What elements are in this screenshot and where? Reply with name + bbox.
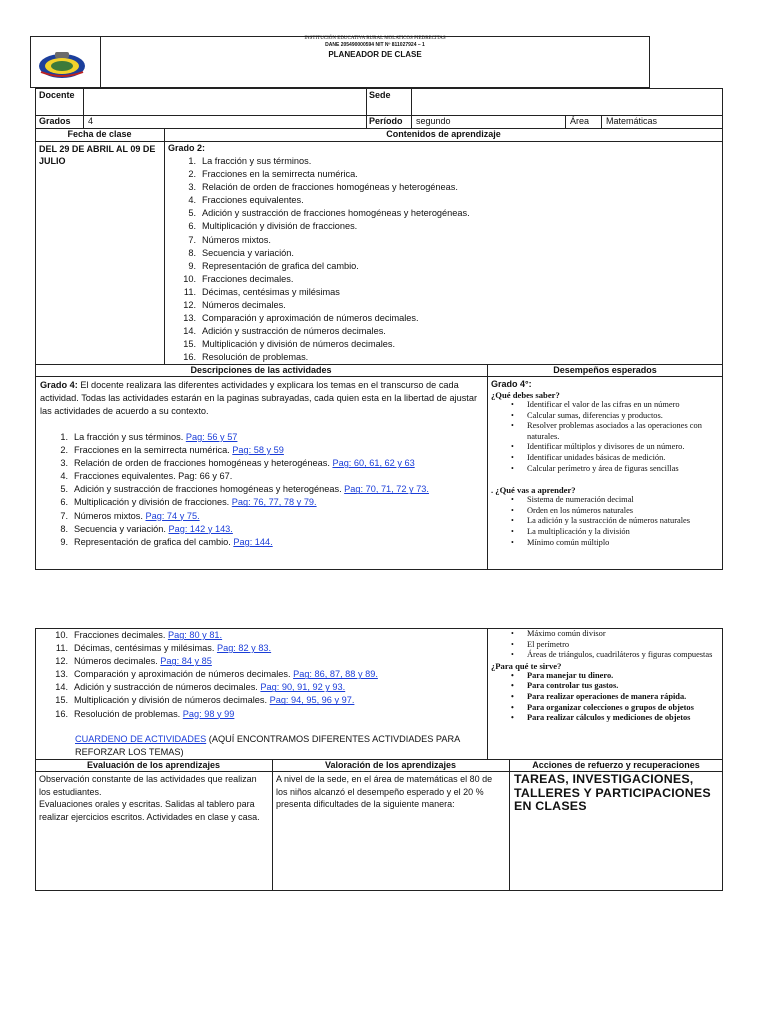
evaluacion-header: Evaluación de los aprendizajes [86, 760, 221, 770]
item-text: Representación de grafica del cambio. [74, 536, 234, 547]
item-text: Resolución de problemas. [74, 708, 183, 719]
item-number: 10. [183, 273, 196, 284]
school-logo [37, 50, 87, 80]
evaluacion-text: Observación constante de las actividades que realizan los estudiantes. Evaluaciones orales y escritas. Salidas al tablero para realizar ejercicios escritos. Actividades en clase y casa. [39, 774, 260, 822]
activity-item [40, 655, 485, 668]
acciones-header: Acciones de refuerzo y recuperaciones [532, 760, 700, 770]
area-value[interactable]: Matemáticas [606, 116, 658, 126]
item-text: Fracciones en la semirrecta numérica. [202, 169, 358, 180]
contenido-item [168, 273, 668, 286]
item-text: Fracciones decimales. [202, 273, 294, 284]
col-line [164, 128, 165, 364]
valoracion-text: A nivel de la sede, en el área de matemáticas el 80 de los niños alcanzó el desempeño esperado y el 20 % presenta dificultades de la siguiente manera: [276, 774, 493, 810]
page-link[interactable]: Pag: 86, 87, 88 y 89. [293, 669, 378, 680]
saber-item: • Resolver problemas asociados a las operaciones con naturales. [491, 421, 719, 442]
sirve-item: • Para organizar colecciones o grupos de objetos [491, 703, 719, 714]
saber-heading: ¿Qué debes saber? [491, 390, 560, 400]
desempenos-page2 [491, 629, 719, 724]
item-number: 12. [55, 656, 68, 667]
activity-item [40, 629, 485, 642]
item-number: 2. [188, 169, 196, 180]
page-link[interactable]: Pag: 60, 61, 62 y 63 [332, 458, 415, 469]
col-line [272, 759, 273, 891]
docente-value[interactable] [86, 90, 362, 112]
page-title: PLANEADOR DE CLASE [328, 50, 422, 59]
page-link[interactable]: Pag: 76, 77, 78 y 79. [231, 497, 317, 508]
actividades-intro [40, 379, 482, 418]
desemp-grado: Grado 4°: [491, 379, 532, 389]
item-text: Relación de orden de fracciones homogéneas y heterogéneas. [202, 182, 458, 193]
item-number: 9. [188, 260, 196, 271]
periodo-label: Período [369, 116, 403, 126]
saber-item: • Calcular perímetro y área de figuras sencillas [491, 464, 719, 475]
desempenos-header: Desempeños esperados [553, 365, 657, 375]
sirve-item: • Para realizar cálculos y mediciones de objetos [491, 713, 719, 724]
item-number: 7. [60, 510, 68, 521]
contenidos-list [168, 155, 668, 365]
periodo-value[interactable]: segundo [416, 116, 451, 126]
contenido-item [168, 181, 668, 194]
item-text: Adición y sustracción de números decimales. [202, 326, 386, 337]
item-text: Multiplicación y división de fracciones. [202, 221, 358, 232]
contenido-item [168, 234, 668, 247]
item-number: 9. [60, 536, 68, 547]
area-label: Área [570, 116, 590, 126]
item-number: 3. [60, 458, 68, 469]
page-link[interactable]: Pag: 82 y 83. [216, 643, 272, 654]
item-text: Multiplicación y división de números decimales. [202, 339, 396, 350]
contenido-item [168, 220, 668, 233]
page-link[interactable]: Pag: 80 y 81. [167, 630, 223, 640]
activity-item [40, 708, 485, 721]
row-line [35, 141, 723, 142]
contenido-item [168, 194, 668, 207]
col-line [601, 115, 602, 128]
row-line [35, 376, 723, 377]
aprender-item: • Sistema de numeración decimal [491, 495, 719, 506]
item-text: Relación de orden de fracciones homogéneas y heterogéneas. [74, 458, 333, 469]
contenido-item [168, 312, 668, 325]
aprender-list [491, 495, 719, 548]
sirve-heading: ¿Para qué te sirve? [491, 660, 562, 671]
col-line [366, 88, 367, 128]
cuaderno-text: (AQUÍ ENCONTRAMOS DIFERENTES ACTIVDIADES PARA REFORZAR LOS TEMAS) [75, 734, 460, 757]
activity-item [40, 431, 485, 444]
page-link[interactable]: Pag: 90, 91, 92 y 93. [260, 682, 346, 693]
aprender-item: • Áreas de triángulos, cuadriláteros y figuras compuestas [491, 650, 719, 661]
activity-item [40, 536, 485, 549]
col-line [411, 88, 412, 128]
item-number: 14. [55, 682, 68, 693]
valoracion-header: Valoración de los aprendizajes [324, 760, 457, 770]
intro-text: El docente realizara las diferentes actividades y explicara los temas en el transcurso de cada actividad. Todas las actividades estarán en la paginas subrayadas, cada quien esta en la libertad de ajustar las actividades de acuerdo a su contexto. [40, 380, 478, 416]
page-link[interactable]: Pag: 70, 71, 72 y 73. [344, 484, 429, 495]
col-line [509, 759, 510, 891]
item-number: 4. [188, 195, 196, 206]
item-number: 16. [55, 708, 68, 719]
aprender-item: • La multiplicación y la división [491, 527, 719, 538]
item-number: 1. [60, 432, 68, 442]
item-text: Números decimales. [74, 656, 161, 667]
activity-item [40, 510, 485, 523]
saber-item: • Identificar múltiplos y divisores de un número. [491, 442, 719, 453]
page-link[interactable]: Pag: 94, 95, 96 y 97. [269, 695, 355, 706]
item-text: Secuencia y variación. [202, 247, 294, 258]
item-text: La fracción y sus términos. [202, 156, 312, 166]
col-line [487, 628, 488, 759]
activities-list-page2 [40, 629, 485, 721]
institution-name: INSTITUCIÓN EDUCATIVA RURAL MOLATICOS PIEDRECITAS [304, 36, 446, 41]
page-link[interactable]: Pag: 84 y 85 [160, 656, 212, 667]
contenido-item [168, 351, 668, 364]
activity-item [40, 681, 485, 694]
aprender-item: • Máximo común divisor [491, 629, 719, 640]
activity-item [40, 694, 485, 707]
saber-item: • Identificar unidades básicas de medición. [491, 453, 719, 464]
aprender-item: • El perímetro [491, 640, 719, 651]
item-text: Secuencia y variación. [74, 523, 169, 534]
sirve-item: • Para manejar tu dinero. [491, 671, 719, 682]
item-number: 5. [60, 484, 68, 495]
item-text: Fracciones equivalentes. [202, 195, 304, 206]
saber-item: • Identificar el valor de las cifras en un número [491, 400, 719, 411]
sirve-item: • Para realizar operaciones de manera rápida. [491, 692, 719, 703]
aprender-heading: . ¿Qué vas a aprender? [491, 485, 576, 496]
item-text: Números decimales. [202, 300, 286, 311]
page-link[interactable]: Pag: 74 y 75. [145, 510, 200, 521]
col-line [83, 88, 84, 128]
contenido-item [168, 155, 668, 168]
item-number: 6. [60, 497, 68, 508]
item-number: 1. [188, 156, 196, 166]
sirve-list [491, 671, 719, 724]
item-number: 14. [183, 326, 196, 337]
item-number: 3. [188, 182, 196, 193]
docente-label: Docente [39, 90, 75, 100]
item-text: Resolución de problemas. [202, 352, 309, 363]
item-number: 6. [188, 221, 196, 232]
item-text: Décimas, centésimas y milésimas. [74, 643, 217, 654]
item-number: 8. [60, 523, 68, 534]
fecha-header: Fecha de clase [67, 129, 132, 139]
item-number: 5. [188, 208, 196, 219]
page-link[interactable]: Pag: 98 y 99 [182, 708, 235, 719]
page-link[interactable]: Pag: 144. [233, 536, 273, 547]
contenido-item [168, 299, 668, 312]
item-text: Fracciones equivalentes. Pag: 66 y 67. [74, 471, 233, 482]
item-text: Números mixtos. [202, 234, 271, 245]
item-number: 7. [188, 234, 196, 245]
sede-value[interactable] [414, 90, 719, 112]
desempenos-page1 [491, 379, 719, 548]
item-text: La fracción y sus términos. [74, 432, 186, 442]
activity-item [40, 457, 485, 470]
acciones-text: TAREAS, INVESTIGACIONES, TALLERES Y PARTICIPACIONES EN CLASES [514, 772, 711, 813]
activity-item [40, 668, 485, 681]
contenido-item [168, 207, 668, 220]
page-link[interactable]: Pag: 58 y 59 [232, 445, 284, 456]
item-number: 4. [60, 471, 68, 482]
saber-list [491, 400, 719, 474]
item-text: Fracciones en la semirrecta numérica. [74, 445, 233, 456]
cuaderno-note [75, 733, 475, 759]
activity-item [40, 496, 485, 509]
aprender-item: • Mínimo común múltiplo [491, 538, 719, 549]
contenido-item [168, 247, 668, 260]
item-number: 13. [55, 669, 68, 680]
cuaderno-link[interactable]: CUARDENO DE ACTIVIDADES [75, 734, 207, 744]
contenido-item [168, 338, 668, 351]
fecha-value: DEL 29 DE ABRIL AL 09 DE JULIO [39, 144, 156, 166]
sede-label: Sede [369, 90, 391, 100]
intro-grado: Grado 4: [40, 380, 78, 390]
item-number: 16. [183, 352, 196, 363]
aprender-item: • Orden en los números naturales [491, 506, 719, 517]
activity-item [40, 642, 485, 655]
item-text: Comparación y aproximación de números decimales. [74, 669, 294, 680]
page-link[interactable]: Pag: 142 y 143. [168, 523, 233, 534]
actividades-header: Descripciones de las actividades [190, 365, 332, 375]
item-text: Adición y sustracción de fracciones homogéneas y heterogéneas. [74, 484, 345, 495]
item-number: 11. [183, 286, 196, 297]
item-text: Fracciones decimales. [74, 630, 168, 640]
grado2-label: Grado 2: [168, 143, 206, 153]
contenido-item [168, 168, 668, 181]
item-number: 10. [55, 630, 68, 640]
activities-list-page1 [40, 431, 485, 549]
sirve-item: • Para controlar tus gastos. [491, 681, 719, 692]
item-number: 13. [183, 313, 196, 324]
item-number: 15. [183, 339, 196, 350]
col-line [487, 364, 488, 570]
item-text: Décimas, centésimas y milésimas [202, 286, 340, 297]
item-text: Adición y sustracción de fracciones homogéneas y heterogéneas. [202, 208, 470, 219]
contenido-item [168, 325, 668, 338]
item-text: Representación de grafica del cambio. [202, 260, 359, 271]
contenidos-header: Contenidos de aprendizaje [386, 129, 501, 139]
item-number: 12. [183, 300, 196, 311]
activity-item [40, 523, 485, 536]
saber-item: • Calcular sumas, diferencias y productos. [491, 411, 719, 422]
page-link[interactable]: Pag: 56 y 57 [185, 432, 238, 442]
item-number: 15. [55, 695, 68, 706]
activity-item [40, 483, 485, 496]
item-text: Adición y sustracción de números decimales. [74, 682, 261, 693]
contenido-item [168, 286, 668, 299]
aprender-list-continued [491, 629, 719, 661]
item-text: Números mixtos. [74, 510, 146, 521]
activity-item [40, 470, 485, 483]
item-number: 2. [60, 445, 68, 456]
contenido-item [168, 260, 668, 273]
dane-code: DANE 205490000594 NIT Nº 811027924 – 1 [325, 42, 425, 48]
aprender-item: • La adición y la sustracción de números naturales [491, 516, 719, 527]
item-text: Multiplicación y división de fracciones. [74, 497, 232, 508]
item-number: 8. [188, 247, 196, 258]
item-text: Multiplicación y división de números decimales. [74, 695, 270, 706]
activity-item [40, 444, 485, 457]
grados-value[interactable]: 4 [88, 116, 94, 126]
col-line [565, 115, 566, 128]
item-text: Comparación y aproximación de números decimales. [202, 313, 419, 324]
grados-label: Grados [39, 116, 71, 126]
item-number: 11. [55, 643, 68, 654]
